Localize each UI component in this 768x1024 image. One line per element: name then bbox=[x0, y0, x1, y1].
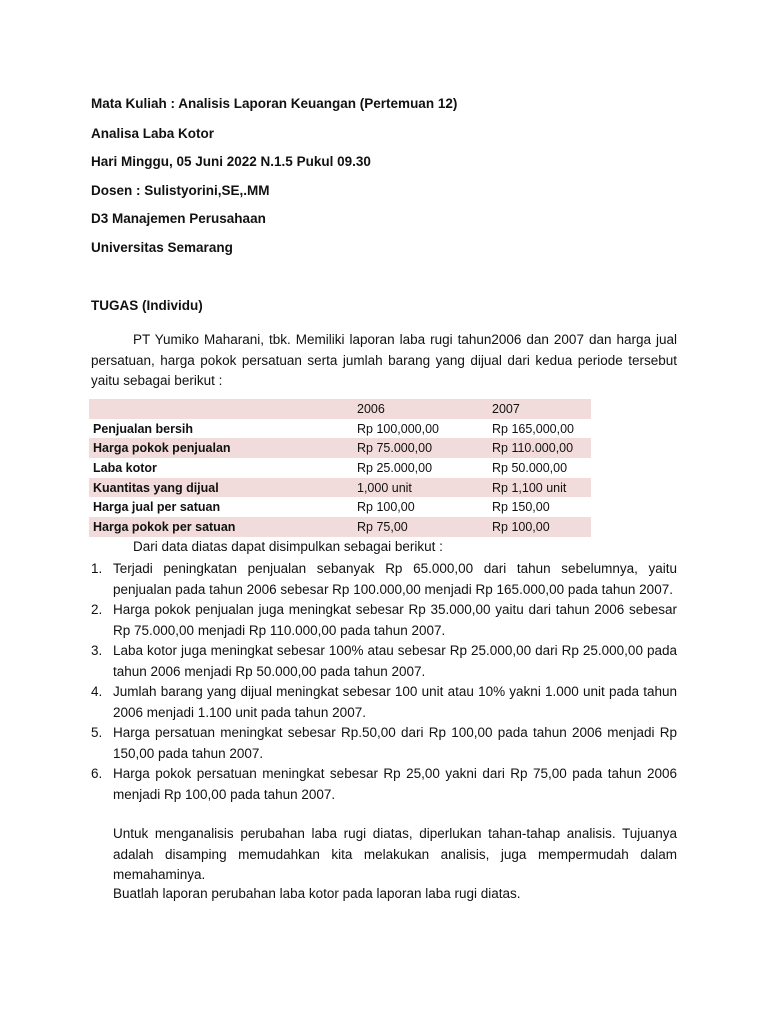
university-line: Universitas Semarang bbox=[91, 240, 233, 255]
table-header-cell: 2006 bbox=[353, 399, 488, 419]
findings-list bbox=[91, 559, 677, 805]
lecturer-line: Dosen : Sulistyorini,SE,.MM bbox=[91, 183, 270, 198]
list-number: 6. bbox=[91, 766, 103, 781]
table-header-cell bbox=[89, 399, 353, 419]
table-cell: Rp 150,00 bbox=[492, 500, 550, 515]
topic-title: Analisa Laba Kotor bbox=[91, 126, 215, 141]
task-instruction: Buatlah laporan perubahan laba kotor pada laporan laba rugi diatas. bbox=[113, 886, 521, 901]
row-label: Kuantitas yang dijual bbox=[89, 478, 353, 498]
table-row bbox=[89, 497, 591, 517]
table-cell: Rp 75.000,00 bbox=[353, 438, 488, 458]
table-cell: Rp 25.000,00 bbox=[357, 460, 433, 475]
list-item-text: Harga pokok penjualan juga meningkat sebesar Rp 35.000,00 yaitu dari tahun 2006 sebesar Rp 75.000,00 menjadi Rp 110.000,00 pada tahun 2007. bbox=[113, 602, 677, 638]
row-label: Harga pokok penjualan bbox=[89, 438, 353, 458]
table-row bbox=[89, 438, 591, 458]
course-title: Mata Kuliah : Analisis Laporan Keuangan (Pertemuan 12) bbox=[91, 96, 458, 111]
task-intro-paragraph: PT Yumiko Maharani, tbk. Memiliki laporan laba rugi tahun2006 dan 2007 dan harga jual persatuan, harga pokok persatuan serta jumlah barang yang dijual dari kedua periode tersebut yaitu sebagai berikut : bbox=[91, 332, 677, 388]
list-item bbox=[91, 559, 677, 600]
table-cell: Rp 75,00 bbox=[353, 517, 488, 537]
list-number: 1. bbox=[91, 561, 103, 576]
table-row bbox=[89, 419, 591, 439]
table-cell: Rp 50.000,00 bbox=[492, 460, 568, 475]
list-item bbox=[91, 641, 677, 682]
list-item bbox=[91, 682, 677, 723]
row-label: Harga jual per satuan bbox=[93, 500, 221, 515]
table-cell: Rp 100,00 bbox=[488, 517, 591, 537]
list-item bbox=[91, 600, 677, 641]
list-item-text: Terjadi peningkatan penjualan sebanyak Rp 65.000,00 dari tahun sebelumnya, yaitu penjualan pada tahun 2006 sebesar Rp 100.000,00 menjadi Rp 165.000,00 pada tahun 2007. bbox=[113, 561, 677, 597]
list-item bbox=[91, 764, 677, 805]
table-cell: Rp 1,100 unit bbox=[488, 478, 591, 498]
list-item-text: Harga persatuan meningkat sebesar Rp.50,00 dari Rp 100,00 pada tahun 2006 menjadi Rp 150,00 pada tahun 2007. bbox=[113, 725, 677, 761]
row-label: Laba kotor bbox=[93, 460, 157, 475]
list-item bbox=[91, 723, 677, 764]
table-cell: Rp 100,000,00 bbox=[357, 421, 440, 436]
closing-paragraph: Untuk menganalisis perubahan laba rugi diatas, diperlukan tahan-tahap analisis. Tujuanya adalah disamping memudahkan kita melakukan analisis, juga mempermudah dalam memahaminya. bbox=[113, 826, 677, 882]
table-row bbox=[89, 478, 591, 498]
list-item-text: Harga pokok persatuan meningkat sebesar Rp 25,00 yakni dari Rp 75,00 pada tahun 2006 menjadi Rp 100,00 pada tahun 2007. bbox=[113, 766, 677, 802]
table-cell: Rp 110.000,00 bbox=[488, 438, 591, 458]
program-line: D3 Manajemen Perusahaan bbox=[91, 211, 266, 226]
conclusion-intro: Dari data diatas dapat disimpulkan sebagai berikut : bbox=[133, 539, 443, 554]
row-label: Harga pokok per satuan bbox=[89, 517, 353, 537]
table-header-cell: 2007 bbox=[488, 399, 591, 419]
table-cell: Rp 165,000,00 bbox=[492, 421, 575, 436]
income-statement-table bbox=[89, 399, 591, 537]
list-item-text: Laba kotor juga meningkat sebesar 100% atau sebesar Rp 25.000,00 dari Rp 25.000,00 pada tahun 2006 menjadi Rp 50.000,00 pada tahun 2007. bbox=[113, 643, 677, 679]
list-number: 3. bbox=[91, 643, 103, 658]
table-row bbox=[89, 517, 591, 537]
list-number: 5. bbox=[91, 725, 103, 740]
row-label: Penjualan bersih bbox=[93, 421, 194, 436]
task-heading: TUGAS (Individu) bbox=[91, 298, 203, 313]
list-number: 2. bbox=[91, 602, 103, 617]
table-cell: Rp 100,00 bbox=[357, 500, 415, 515]
list-item-text: Jumlah barang yang dijual meningkat sebesar 100 unit atau 10% yakni 1.000 unit pada tahun 2006 menjadi 1.100 unit pada tahun 2007. bbox=[113, 684, 677, 720]
table-cell: 1,000 unit bbox=[353, 478, 488, 498]
list-number: 4. bbox=[91, 684, 103, 699]
schedule-line: Hari Minggu, 05 Juni 2022 N.1.5 Pukul 09.30 bbox=[91, 154, 371, 169]
table-row bbox=[89, 458, 591, 478]
table-header-row bbox=[89, 399, 591, 419]
